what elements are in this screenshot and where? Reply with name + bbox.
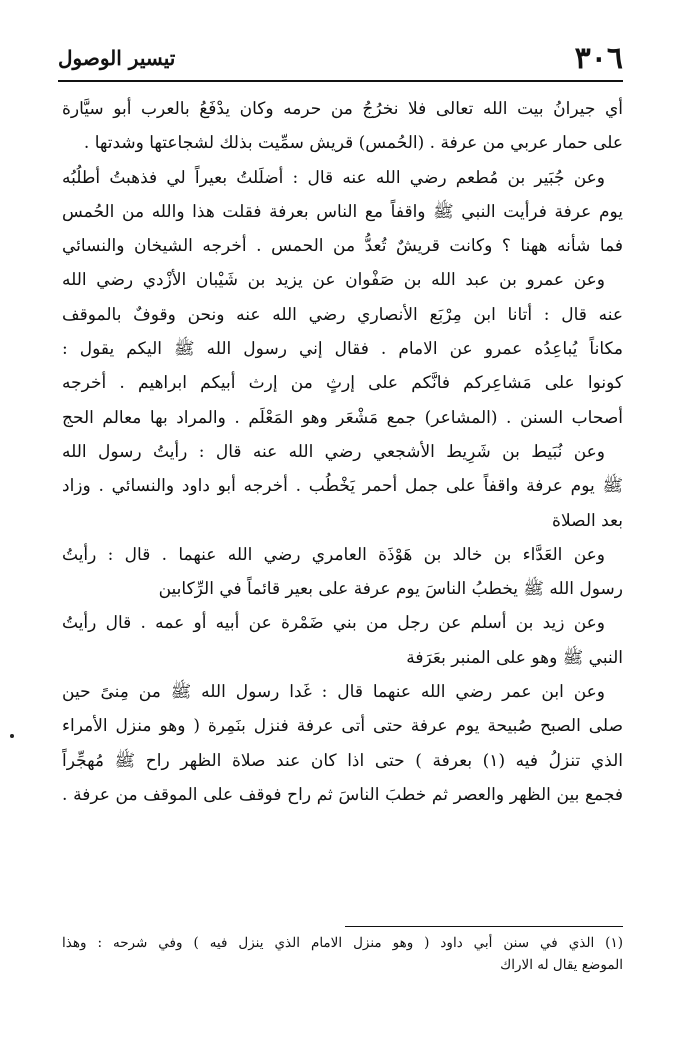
margin-mark [10,734,14,738]
text-line: ﷺ يوم عرفة واقفاً على جمل أحمر يَخْطُب . أخرجه أبو داود والنسائي . وزاد [62,476,623,497]
running-title: تيسير الوصول [58,46,176,70]
text-line: صلى الصبح صُبيحة يوم عرفة حتى أتى عرفة فنزل بنَمِرة ( وهو منزل الأمراء [62,716,623,737]
footnote-divider [345,926,623,927]
text-line: فما شأنه ههنا ؟ وكانت قريشٌ تُعدُّ من الحمس . أخرجه الشيخان والنسائي [62,236,623,257]
text-line: الذي تنزلُ فيه (١) بعرفة ) حتى اذا كان عند صلاة الظهر راح ﷺ مُهجِّراً [62,750,623,771]
text-line: على حمار عربي من عرفة . (الحُمس) قريش سمِّيت بذلك لشجاعتها وشدتها . [83,133,623,154]
text-line: وعن نُبَيط بن شَرِيط الأشجعي رضي الله عنه قال : رأيتُ رسول الله [62,441,605,462]
text-line: رسول الله ﷺ يخطبُ الناسَ يوم عرفة على بعير قائماً في الرِّكابين [158,579,623,600]
page-header [58,36,623,82]
text-line: النبي ﷺ وهو على المنبر بعَرَفة [406,647,623,668]
text-line: وعن زيد بن أسلم عن رجل من بني ضَمْرة عن أبيه أو عمه . قال رأيتُ [62,613,605,634]
text-line: كونوا على مَشاعِركم فانَّكم على إرثٍ من إرث أبيكم ابراهيم . أخرجه [62,373,623,394]
text-line: وعن العَدَّاء بن خالد بن هَوْذَة العامري رضي الله عنهما . قال : رأيتُ [62,544,605,565]
paragraph [62,161,623,264]
paragraph [62,92,623,161]
footnote [62,932,623,976]
text-line: وعن عمرو بن عبد الله بن صَفْوان عن يزيد بن شَيْبان الأزْدي رضي الله [62,270,605,291]
main-text [62,92,623,812]
text-line: وعن جُبَير بن مُطعم رضي الله عنه قال : أضلَلتُ بعيراً لي فذهبتُ أطلُبُه [62,167,605,188]
paragraph [62,606,623,675]
text-line: بعد الصلاة [552,510,623,531]
text-line: أصحاب السنن . (المشاعر) جمع مَشْعَر وهو المَعْلَم . والمراد بها معالم الحج [62,407,623,428]
text-line: أي جيرانُ بيت الله تعالى فلا نخرُجُ من حرمه وكان يدْفَعُ بالعرب أبو سيَّارة [62,99,623,119]
paragraph [62,538,623,607]
footnote-line: (١) الذي في سنن أبي داود ( وهو منزل الامام الذي ينزل فيه ) وفي شرحه : وهذا [62,935,623,951]
text-line: وعن ابن عمر رضي الله عنهما قال : غَدا رسول الله ﷺ من مِنىً حين [62,682,605,703]
footnote-line: الموضع يقال له الاراك [500,957,623,973]
text-line: يوم عرفة فرأيت النبي ﷺ واقفاً مع الناس بعرفة فقلت هذا والله من الحُمس [62,201,623,222]
text-line: فجمع بين الظهر والعصر ثم خطبَ الناسَ ثم راح فوقف على الموقف من عرفة . [62,784,623,805]
paragraph [62,263,623,434]
text-line: مكاناً يُباعِدُه عمرو عن الامام . فقال إني رسول الله ﷺ اليكم يقول : [62,339,623,360]
paragraph [62,435,623,538]
text-line: عنه قال : أتانا ابن مِرْبَع الأنصاري رضي الله عنه ونحن وقوفٌ بالموقف [62,304,623,325]
page-number: ٣٠٦ [574,40,623,76]
paragraph [62,675,623,812]
